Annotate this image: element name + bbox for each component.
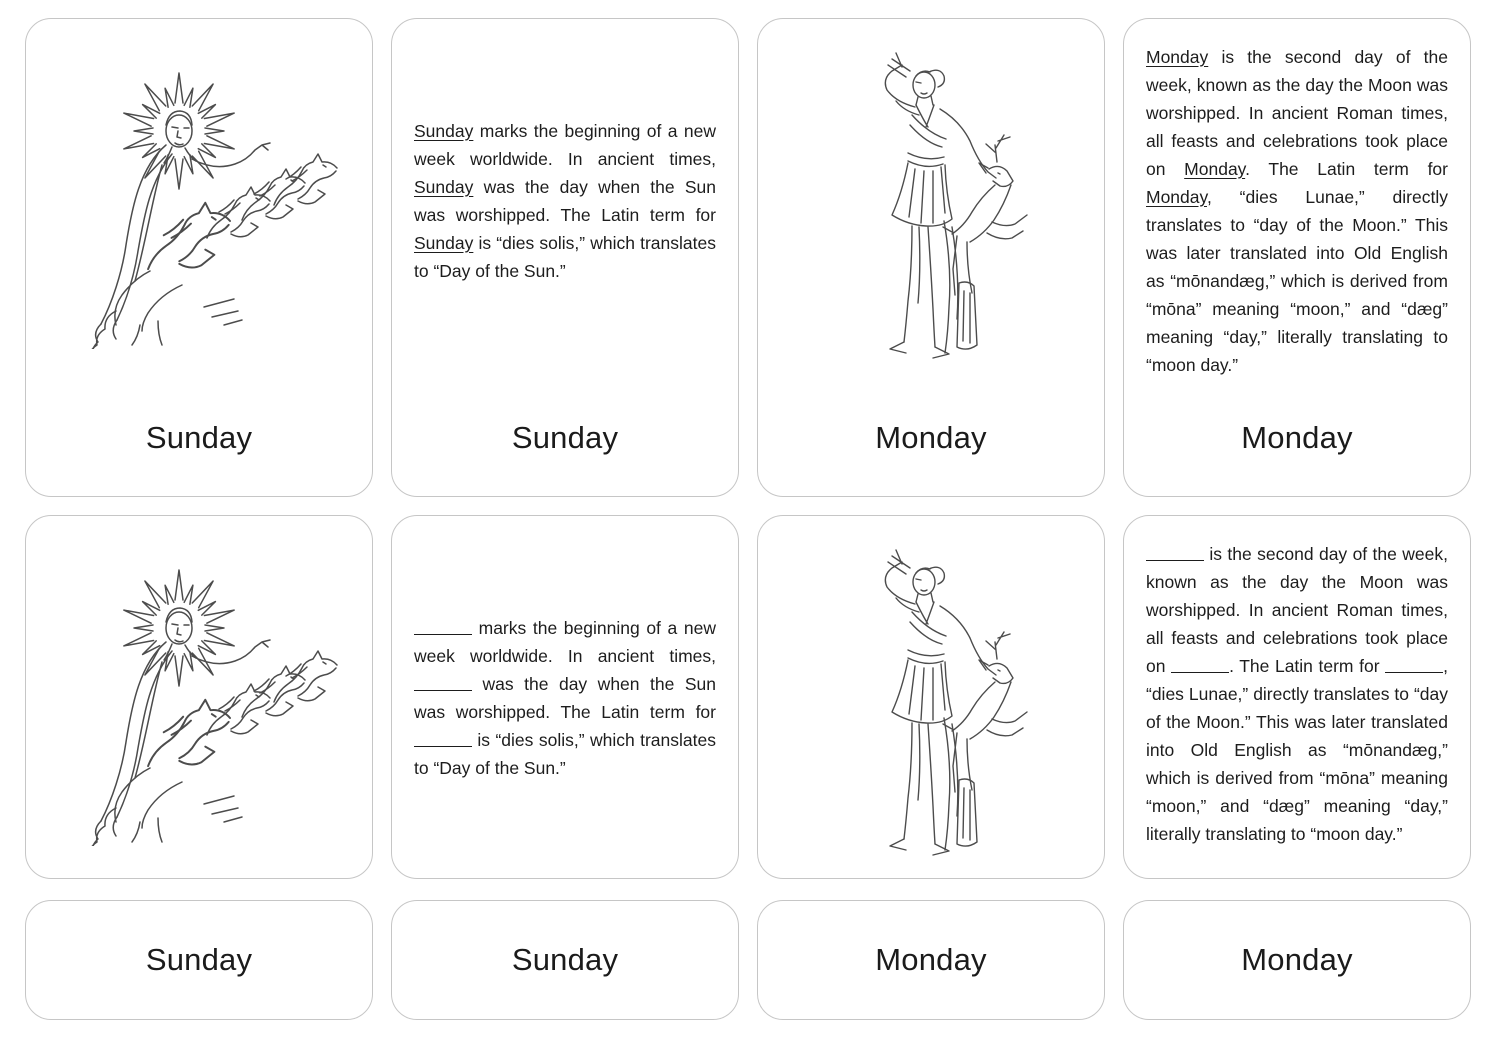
fill-in-blank-line [414,689,472,691]
day-label-monday: Monday [875,942,987,977]
card-monday-picture-working [757,515,1105,879]
fill-in-blank-line [1146,559,1204,561]
apollo-sun-chariot-illustration [54,59,344,349]
label-card-sunday-picture [25,900,373,1020]
day-label-sunday: Sunday [511,942,619,977]
card-sunday-description-blank [391,515,739,879]
fill-in-blank-line [1171,671,1229,673]
day-label-sunday: Sunday [511,420,619,455]
monday-description-text: Monday is the second day of the week, known as the day the Moon was worshipped. In ancient Roman times, all feasts and celebrations took place on Monday. The Latin term for Monday, “dies Lunae,” directly translates to “day of the Moon.” This was later translated into Old English as “mōnandæg,” which is derived from “mōna” meaning “moon,” and “dæg” meaning “day,” literally translating to “moon day.” [1146,47,1448,375]
label-card-monday-text [1123,900,1471,1020]
day-label-sunday: Sunday [145,942,253,977]
fill-in-blank-line [414,633,472,635]
day-label-sunday: Sunday [145,420,253,455]
card-sunday-picture-working [25,515,373,879]
diana-artemis-deer-illustration [816,542,1046,872]
fill-in-blank-line [1385,671,1443,673]
apollo-sun-chariot-illustration [54,556,344,846]
card-monday-description-blank [1123,515,1471,879]
sunday-description-text: Sunday marks the beginning of a new week worldwide. In ancient times, Sunday was the day when the Sun was worshipped. The Latin term for Sunday is “dies solis,” which translates to “Day of the Sun.” [414,121,716,281]
label-card-sunday-text [391,900,739,1020]
monday-description-blank-text: is the second day of the week, known as the day the Moon was worshipped. In ancient Roman times, all feasts and celebrations took place on . The Latin term for , “dies Lunae,” directly translates to “day of the Moon.” This was later translated into Old English as “mōnandæg,” which is derived from “mōna” meaning “moon,” and “dæg” meaning “day,” literally translating to “moon day.” [1146,544,1448,844]
card-monday-picture-control [757,18,1105,497]
label-card-monday-picture [757,900,1105,1020]
day-label-monday: Monday [875,420,987,455]
day-label-monday: Monday [1241,420,1353,455]
card-sunday-description-control [391,18,739,497]
diana-artemis-deer-illustration [816,45,1046,375]
sunday-description-blank-text: marks the beginning of a new week worldwide. In ancient times, was the day when the Sun was worshipped. The Latin term for is “dies solis,” which translates to “Day of the Sun.” [414,618,716,778]
fill-in-blank-line [414,745,472,747]
card-sunday-picture-control [25,18,373,497]
day-label-monday: Monday [1241,942,1353,977]
card-monday-description-control [1123,18,1471,497]
